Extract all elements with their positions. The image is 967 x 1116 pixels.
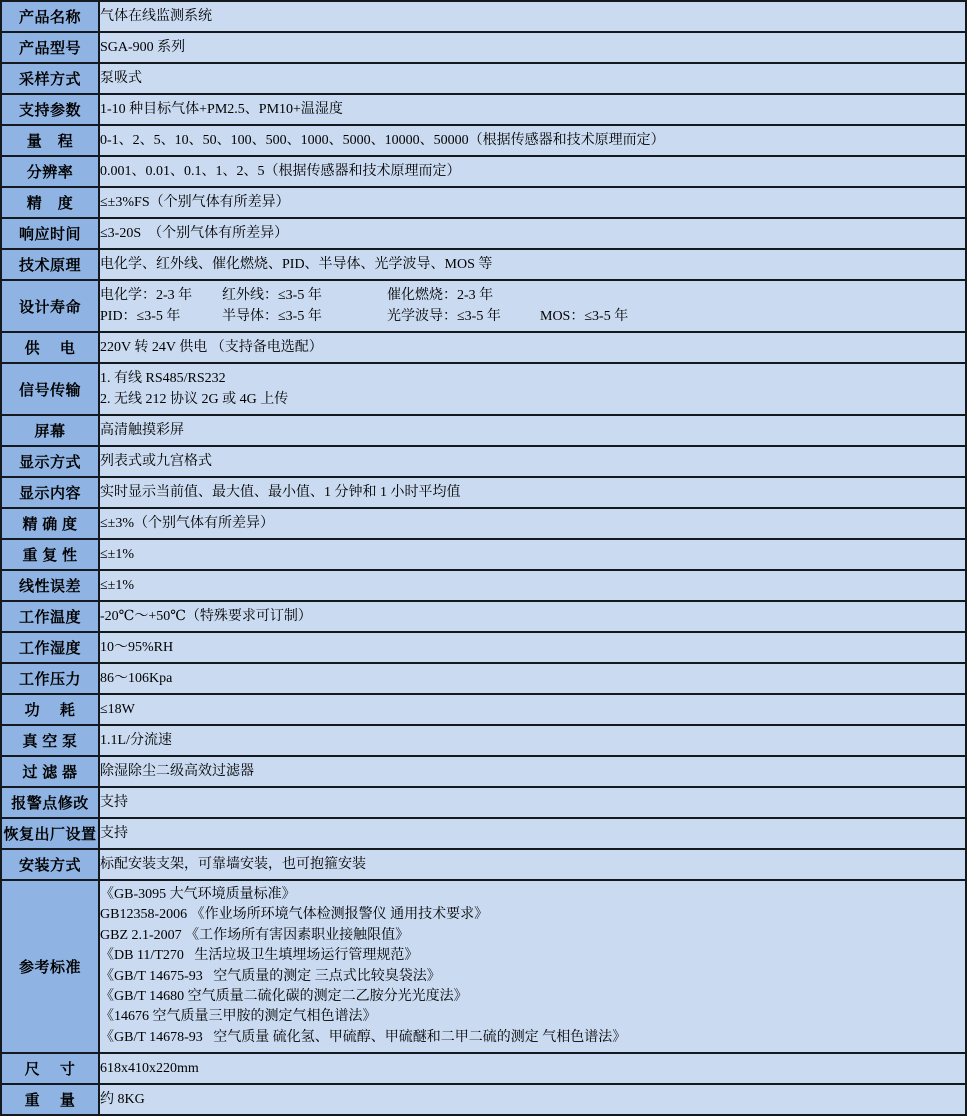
spec-value-line: -20℃～+50℃（特殊要求可订制） <box>100 609 312 624</box>
spec-row <box>1 446 966 477</box>
spec-value <box>99 818 966 849</box>
spec-value <box>99 249 966 280</box>
spec-value <box>99 218 966 249</box>
spec-value-line: ≤±3%FS（个别气体有所差异） <box>100 195 290 210</box>
spec-label: 支持参数 <box>1 94 99 125</box>
spec-label: 过 滤 器 <box>1 756 99 787</box>
spec-value-line: 支持 <box>100 826 128 841</box>
spec-value-line: 泵吸式 <box>100 71 142 86</box>
spec-value-segment: 催化燃烧：2-3 年 <box>387 288 494 303</box>
spec-value-line: 标配安装支架，可靠墙安装，也可抱箍安装 <box>100 857 366 872</box>
spec-row <box>1 539 966 570</box>
spec-value <box>99 477 966 508</box>
spec-label: 工作湿度 <box>1 632 99 663</box>
spec-label: 信号传输 <box>1 363 99 415</box>
spec-value-segment: MOS：≤3-5 年 <box>540 309 629 324</box>
spec-row <box>1 63 966 94</box>
spec-value-line: ≤±1% <box>100 547 135 562</box>
spec-label: 重 复 性 <box>1 539 99 570</box>
spec-row <box>1 249 966 280</box>
spec-value-line: 0-1、2、5、10、50、100、500、1000、5000、10000、50000（根据传感器和技术原理而定） <box>100 133 665 148</box>
spec-value <box>99 694 966 725</box>
spec-label: 显示内容 <box>1 477 99 508</box>
spec-row <box>1 508 966 539</box>
spec-row <box>1 94 966 125</box>
spec-value <box>99 756 966 787</box>
spec-row <box>1 663 966 694</box>
spec-value <box>99 332 966 363</box>
spec-value <box>99 1 966 32</box>
spec-value-line: 气体在线监测系统 <box>100 9 212 24</box>
spec-label: 屏幕 <box>1 415 99 446</box>
spec-value-line: 高清触摸彩屏 <box>100 423 184 438</box>
spec-label: 供 电 <box>1 332 99 363</box>
spec-value-line: 约 8KG <box>100 1092 145 1108</box>
spec-row <box>1 1084 966 1115</box>
spec-value <box>99 725 966 756</box>
spec-row <box>1 1053 966 1084</box>
spec-value-line: 实时显示当前值、最大值、最小值、1 分钟和 1 小时平均值 <box>100 485 461 500</box>
spec-value <box>99 125 966 156</box>
spec-row <box>1 725 966 756</box>
spec-value <box>99 446 966 477</box>
spec-label: 尺 寸 <box>1 1053 99 1084</box>
spec-value-line: 618x410x220mm <box>100 1061 199 1077</box>
spec-label: 线性误差 <box>1 570 99 601</box>
spec-value <box>99 415 966 446</box>
spec-label: 产品名称 <box>1 1 99 32</box>
spec-value <box>99 570 966 601</box>
spec-row <box>1 332 966 363</box>
spec-value-segment: 电化学：2-3 年 <box>100 288 193 303</box>
spec-label: 分辨率 <box>1 156 99 187</box>
spec-value <box>99 849 966 880</box>
spec-value-line: ≤18W <box>100 702 135 717</box>
spec-row <box>1 1 966 32</box>
spec-row <box>1 125 966 156</box>
spec-table-body <box>1 1 966 1115</box>
spec-value-line <box>100 285 965 306</box>
spec-label: 精 度 <box>1 187 99 218</box>
spec-row <box>1 601 966 632</box>
spec-row <box>1 363 966 415</box>
spec-label: 量 程 <box>1 125 99 156</box>
spec-label: 设计寿命 <box>1 280 99 332</box>
spec-label: 报警点修改 <box>1 787 99 818</box>
spec-label: 显示方式 <box>1 446 99 477</box>
spec-value-line: 《14676 空气质量三甲胺的测定气相色谱法》 <box>100 1009 377 1025</box>
spec-value <box>99 1053 966 1084</box>
spec-value-line: 2. 无线 212 协议 2G 或 4G 上传 <box>100 392 289 407</box>
spec-value-line: SGA-900 系列 <box>100 40 186 55</box>
spec-value-line: 除湿除尘二级高效过滤器 <box>100 764 254 779</box>
spec-row <box>1 756 966 787</box>
spec-row <box>1 187 966 218</box>
spec-label: 参考标准 <box>1 880 99 1053</box>
spec-value <box>99 187 966 218</box>
spec-value-line: 220V 转 24V 供电 （支持备电选配） <box>100 340 323 355</box>
spec-value-line: 0.001、0.01、0.1、1、2、5（根据传感器和技术原理而定） <box>100 164 461 179</box>
spec-value-line: 支持 <box>100 795 128 810</box>
spec-label: 工作温度 <box>1 601 99 632</box>
spec-label: 产品型号 <box>1 32 99 63</box>
spec-label: 技术原理 <box>1 249 99 280</box>
spec-value-line: 10～95%RH <box>100 640 174 655</box>
spec-value-line: 电化学、红外线、催化燃烧、PID、半导体、光学波导、MOS 等 <box>100 257 493 272</box>
spec-row <box>1 694 966 725</box>
spec-value <box>99 787 966 818</box>
spec-value-line: 列表式或九宫格式 <box>100 454 212 469</box>
spec-value <box>99 508 966 539</box>
spec-row <box>1 818 966 849</box>
spec-label: 恢复出厂设置 <box>1 818 99 849</box>
spec-label: 功 耗 <box>1 694 99 725</box>
spec-value-segment: 红外线：≤3-5 年 <box>222 288 322 303</box>
spec-value-line: ≤±1% <box>100 578 135 593</box>
spec-value-line: 《GB/T 14678-93 空气质量 硫化氢、甲硫醇、甲硫醚和二甲二硫的测定 气相色谱法》 <box>100 1029 627 1045</box>
spec-value-line: 1-10 种目标气体+PM2.5、PM10+温湿度 <box>100 102 343 117</box>
spec-value <box>99 280 966 332</box>
spec-row <box>1 787 966 818</box>
spec-row <box>1 32 966 63</box>
spec-label: 重 量 <box>1 1084 99 1115</box>
spec-value <box>99 663 966 694</box>
spec-label: 精 确 度 <box>1 508 99 539</box>
spec-row <box>1 280 966 332</box>
spec-row <box>1 570 966 601</box>
spec-value <box>99 94 966 125</box>
spec-value-segment: PID：≤3-5 年 <box>100 309 181 324</box>
spec-value-segment: 半导体：≤3-5 年 <box>222 309 322 324</box>
spec-row <box>1 415 966 446</box>
spec-value <box>99 601 966 632</box>
spec-value <box>99 32 966 63</box>
spec-row <box>1 477 966 508</box>
spec-value-line: ≤3-20S （个别气体有所差异） <box>100 226 289 241</box>
spec-value-line: GB12358-2006 《作业场所环境气体检测报警仪 通用技术要求》 <box>100 907 489 923</box>
spec-value <box>99 156 966 187</box>
spec-value-segment: 光学波导：≤3-5 年 <box>387 309 501 324</box>
spec-value-line: 《DB 11/T270 生活垃圾卫生填埋场运行管理规范》 <box>100 948 419 964</box>
spec-label: 工作压力 <box>1 663 99 694</box>
spec-value <box>99 1084 966 1115</box>
spec-label: 采样方式 <box>1 63 99 94</box>
spec-value-line: ≤±3%（个别气体有所差异） <box>100 516 275 531</box>
spec-value-line: 1. 有线 RS485/RS232 <box>100 371 226 386</box>
spec-value-line <box>100 306 965 327</box>
spec-value <box>99 63 966 94</box>
spec-value <box>99 363 966 415</box>
spec-value-line: 《GB/T 14675-93 空气质量的测定 三点式比较臭袋法》 <box>100 968 441 984</box>
spec-row <box>1 880 966 1053</box>
spec-row <box>1 156 966 187</box>
spec-value <box>99 880 966 1053</box>
spec-label: 安装方式 <box>1 849 99 880</box>
spec-value <box>99 539 966 570</box>
spec-value-line: 《GB/T 14680 空气质量二硫化碳的测定二乙胺分光光度法》 <box>100 989 468 1005</box>
spec-value-line: 86～106Kpa <box>100 671 173 686</box>
spec-value-line: 《GB-3095 大气环境质量标准》 <box>100 887 296 902</box>
spec-label: 真 空 泵 <box>1 725 99 756</box>
spec-label: 响应时间 <box>1 218 99 249</box>
spec-value-line: 1.1L/分流速 <box>100 733 172 748</box>
spec-row <box>1 849 966 880</box>
spec-value <box>99 632 966 663</box>
spec-value-line: GBZ 2.1-2007 《工作场所有害因素职业接触限值》 <box>100 927 410 943</box>
spec-row <box>1 218 966 249</box>
spec-row <box>1 632 966 663</box>
